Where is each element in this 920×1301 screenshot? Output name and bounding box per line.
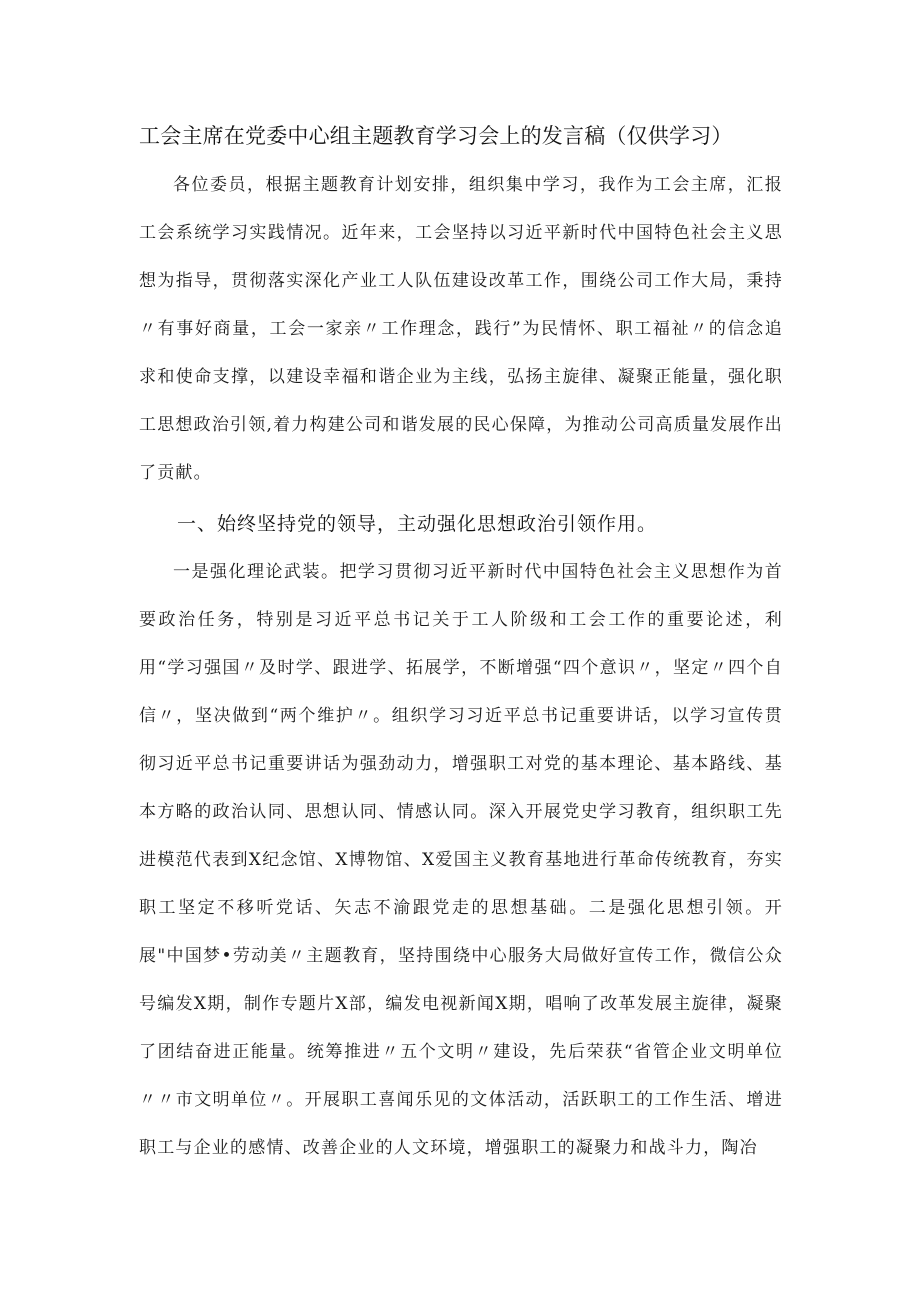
section-paragraph: 一是强化理论武装。把学习贯彻习近平新时代中国特色社会主义思想作为首要政治任务，特别是习近平总书记关于工人阶级和工会工作的重要论述，利用“学习强国〃及时学、跟进学、拓展学，不断增强“四个意识〃，坚定〃四个自信〃，坚决做到“两个维护〃。组织学习习近平总书记重要讲话，以学习宣传贯彻习近平总书记重要讲话为强劲动力，增强职工对党的基本理论、基本路线、基本方略的政治认同、思想认同、情感认同。深入开展党史学习教育，组织职工先进模范代表到X纪念馆、X博物馆、X爱国主义教育基地进行革命传统教育，夯实职工坚定不移听党话、矢志不渝跟党走的思想基础。二是强化思想引领。开展"中国梦•劳动美〃主题教育，坚持围绕中心服务大局做好宣传工作，微信公众号编发X期，制作专题片X部，编发电视新闻X期，唱响了改革发展主旋律，凝聚了团结奋进正能量。统筹推进〃五个文明〃建设，先后荣获“省管企业文明单位〃〃市文明单位〃。开展职工喜闻乐见的文体活动，活跃职工的工作生活、增进职工与企业的感情、改善企业的人文环境，增强职工的凝聚力和战斗力，陶冶 bbox=[139, 562, 783, 1158]
intro-paragraph: 各位委员，根据主题教育计划安排，组织集中学习，我作为工会主席，汇报工会系统学习实践情况。近年来，工会坚持以习近平新时代中国特色社会主义思想为指导，贯彻落实深化产业工人队伍建设改革工作，围绕公司工作大局，秉持〃有事好商量，工会一家亲〃工作理念，践行”为民情怀、职工福祉〃的信念追求和使命支撑，以建设幸福和谐企业为主线，弘扬主旋律、凝聚正能量，强化职工思想政治引领,着力构建公司和谐发展的民心保障，为推动公司高质量发展作出了贡献。 bbox=[139, 175, 783, 483]
document-title: 工会主席在党委中心组主题教育学习会上的发言稿（仅供学习） bbox=[139, 124, 733, 148]
section-heading: 一、始终坚持党的领导，主动强化思想政治引领作用。 bbox=[177, 513, 658, 535]
